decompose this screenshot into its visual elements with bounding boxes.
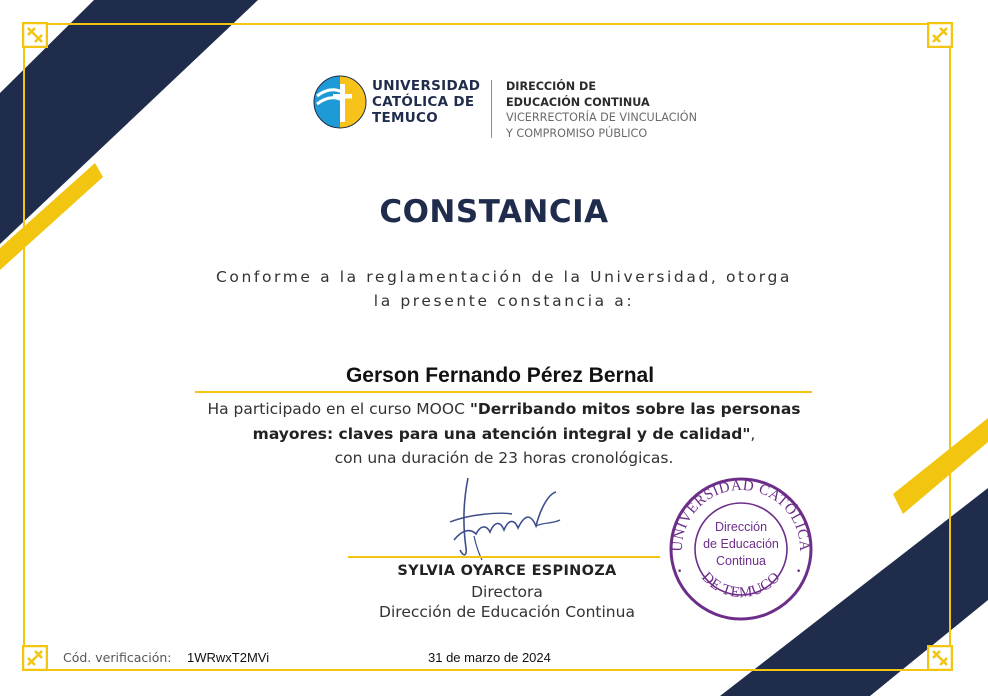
department-line: EDUCACIÓN CONTINUA: [506, 95, 650, 109]
corner-ornament-top-left: [22, 22, 48, 48]
corner-ornament-bottom-right: [927, 645, 953, 671]
seal-inner-text: Dirección de Educación Continua: [703, 520, 779, 568]
recipient-name: Gerson Fernando Pérez Bernal: [345, 364, 655, 387]
verification-code: 1WRwxT2MVi: [187, 650, 270, 665]
signer-department: Dirección de Educación Continua: [379, 603, 635, 621]
verification-label: Cód. verificación:: [63, 650, 172, 665]
corner-ornament-bottom-left: [22, 645, 48, 671]
department-block: [506, 79, 697, 141]
certificate-title: CONSTANCIA: [379, 194, 609, 230]
signer-role: Directora: [471, 583, 543, 601]
handwritten-signature: [440, 470, 570, 562]
department-line: DIRECCIÓN DE: [506, 80, 596, 93]
participation-text: Ha participado en el curso MOOC "Derribando mitos sobre las personas mayores: claves para una atención integral y de calidad", con una duración de 23 horas cronológicas.: [207, 400, 801, 467]
seal-outer-top-text: UNIVERSIDAD CATÓLICA: [669, 477, 813, 553]
issue-date: 31 de marzo de 2024: [428, 650, 551, 665]
recipient-underline: [195, 391, 812, 393]
vice-rectorate-line: VICERRECTORÍA DE VINCULACIÓN: [506, 111, 697, 124]
course-name: "Derribando mitos sobre las personas mayores: claves para una atención integral y de calidad": [252, 400, 801, 443]
signer-name: SYLVIA OYARCE ESPINOZA: [397, 563, 617, 579]
svg-text:•: •: [796, 567, 802, 577]
corner-ornament-top-right: [927, 22, 953, 48]
svg-text:DE TEMUCO: [698, 569, 784, 601]
seal-outer-bottom-text: DE TEMUCO: [698, 569, 784, 602]
intro-text: Conforme a la reglamentación de la Universidad, otorga la presente constancia a:: [215, 268, 793, 310]
header-divider: [491, 80, 492, 138]
university-logo-icon: [312, 74, 368, 130]
vice-rectorate-line: Y COMPROMISO PÚBLICO: [506, 126, 648, 140]
svg-text:•: •: [677, 567, 683, 577]
university-name: UNIVERSIDAD CATÓLICA DE TEMUCO: [372, 78, 481, 126]
duration-text: con una duración de 23 horas cronológicas.: [334, 449, 674, 467]
signature-line: [348, 556, 660, 558]
